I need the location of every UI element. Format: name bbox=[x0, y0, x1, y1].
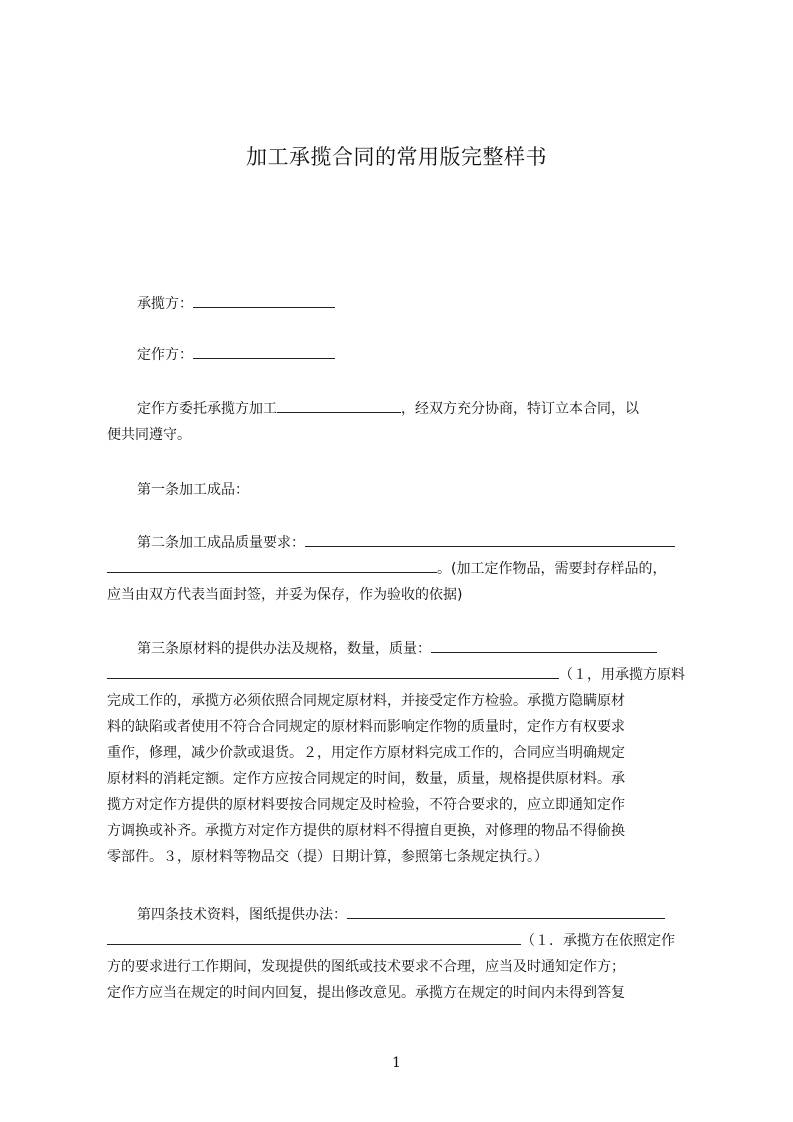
article-3-line: 重作，修理，减少价款或退货。２，用定作方原材料完成工作的，合同应当明确规定 bbox=[107, 745, 625, 761]
contractor-field bbox=[137, 292, 335, 315]
contractor-label: 承揽方： bbox=[137, 296, 193, 312]
article-4-label: 第四条技术资料，图纸提供办法： bbox=[137, 907, 347, 923]
article-3-line: 揽方对定作方提供的原材料要按合同规定及时检验，不符合要求的，应立即通知定作 bbox=[107, 797, 625, 813]
article-3-line-2-tail: （１，用承揽方原料 bbox=[559, 667, 685, 683]
orderer-blank bbox=[193, 343, 335, 359]
article-4-blank-2 bbox=[107, 929, 521, 945]
article-2-line-2-tail: 。(加工定作物品，需要封存样品的， bbox=[437, 561, 667, 577]
article-3 bbox=[107, 636, 703, 870]
orderer-label: 定作方： bbox=[137, 347, 193, 363]
article-4 bbox=[107, 902, 703, 1006]
article-2-line-3: 应当由双方代表当面封签，并妥为保存，作为验收的依据) bbox=[107, 587, 463, 603]
article-2 bbox=[107, 530, 703, 608]
article-3-line: 零部件。３，原材料等物品交（提）日期计算，参照第七条规定执行。） bbox=[107, 849, 548, 865]
intro-blank bbox=[277, 397, 401, 413]
intro-line-2: 便共同遵守。 bbox=[107, 427, 191, 443]
article-1-heading: 第一条加工成品： bbox=[137, 482, 249, 498]
page-number: 1 bbox=[392, 1055, 401, 1071]
contractor-blank bbox=[193, 292, 335, 308]
article-1 bbox=[107, 477, 703, 503]
article-4-blank-1 bbox=[347, 903, 665, 919]
intro-text-before: 定作方委托承揽方加工 bbox=[137, 401, 277, 417]
article-2-blank-1 bbox=[305, 531, 675, 547]
article-3-line: 完成工作的，承揽方必须依照合同规定原材料，并接受定作方检验。承揽方隐瞒原材 bbox=[107, 693, 625, 709]
article-4-line: 定作方应当在规定的时间内回复，提出修改意见。承揽方在规定的时间内未得到答复 bbox=[107, 985, 625, 1001]
intro-paragraph bbox=[107, 396, 703, 448]
article-3-label: 第三条原材料的提供办法及规格，数量，质量： bbox=[137, 641, 431, 657]
intro-text-after: ，经双方充分协商，特订立本合同，以 bbox=[401, 401, 639, 417]
article-3-blank-2 bbox=[107, 663, 559, 679]
article-2-blank-2 bbox=[107, 557, 437, 573]
document-title: 加工承揽合同的常用版完整样书 bbox=[246, 145, 547, 169]
orderer-field bbox=[137, 343, 335, 366]
article-2-label: 第二条加工成品质量要求： bbox=[137, 535, 305, 551]
article-3-line: 料的缺陷或者使用不符合合同规定的原材料而影响定作物的质量时，定作方有权要求 bbox=[107, 719, 625, 735]
article-3-line: 原材料的消耗定额。定作方应按合同规定的时间，数量，质量，规格提供原材料。承 bbox=[107, 771, 625, 787]
article-3-blank-1 bbox=[431, 637, 657, 653]
article-4-line: 方的要求进行工作期间，发现提供的图纸或技术要求不合理，应当及时通知定作方； bbox=[107, 959, 625, 975]
article-3-line: 方调换或补齐。承揽方对定作方提供的原材料不得擅自更换，对修理的物品不得偷换 bbox=[107, 823, 625, 839]
article-4-line-2-tail: （１．承揽方在依照定作 bbox=[521, 933, 675, 949]
